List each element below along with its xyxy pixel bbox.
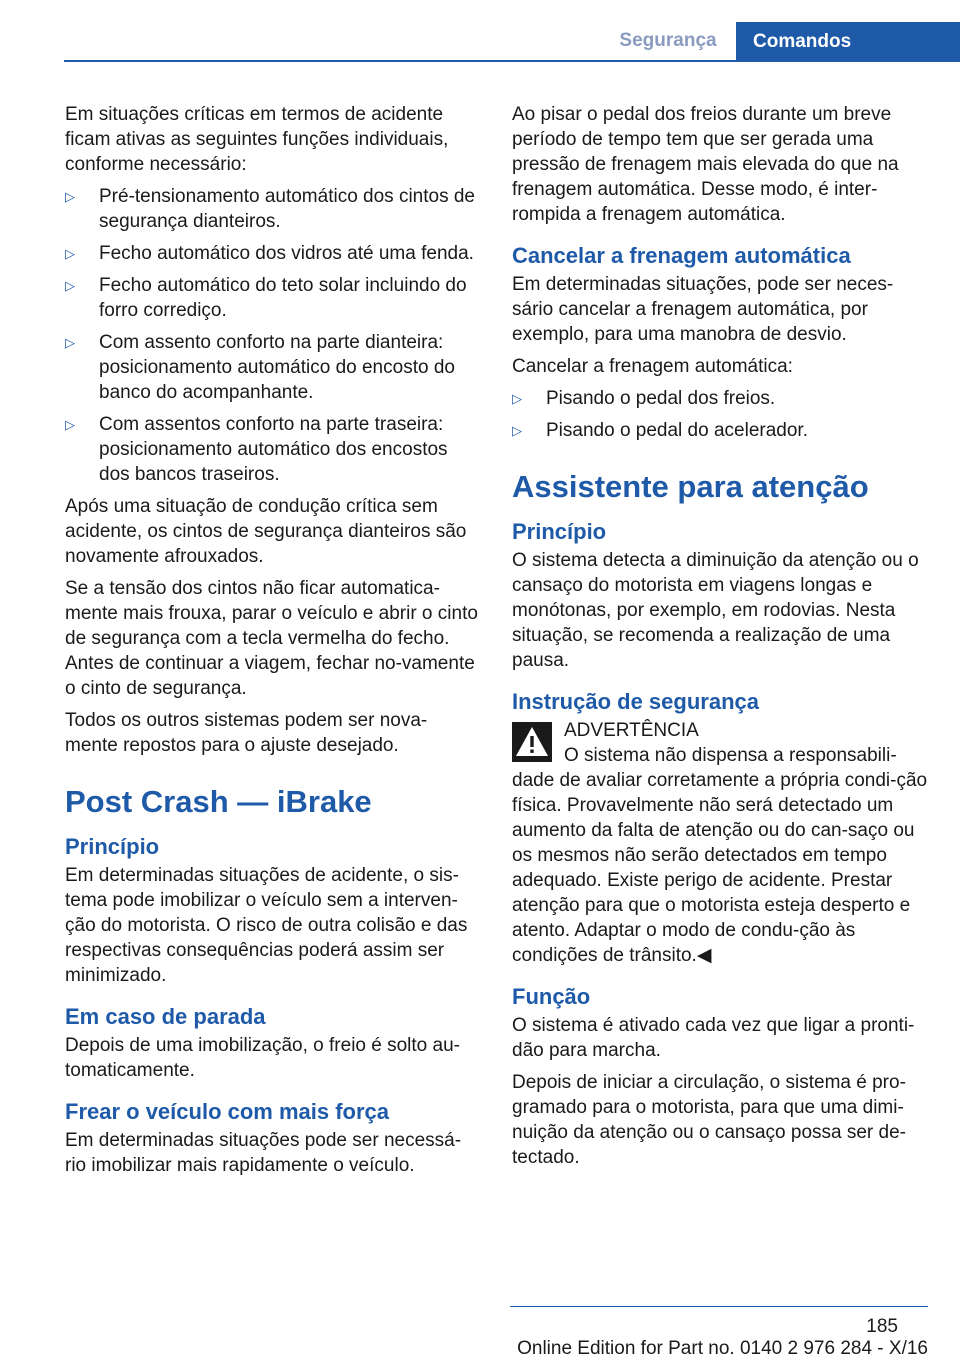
section-tab-comandos xyxy=(736,22,960,62)
list-item: ▷ Fecho automático do teto solar incluindo do forro corrediço. xyxy=(65,275,467,321)
subsection-title: Princípio xyxy=(65,834,160,859)
triangle-right-icon: ▷ xyxy=(512,391,522,406)
list-item: ▷ Fecho automático dos vidros até uma fenda. xyxy=(65,243,474,264)
section-title-post-crash: Post Crash — iBrake xyxy=(65,784,372,819)
right-column xyxy=(512,102,928,1177)
list-item: ▷ Com assento conforto na parte dianteira: posicionamento automático do encosto do banco do acompanhante. xyxy=(65,332,455,403)
paragraph: O sistema detecta a diminuição da atenção ou o cansaço do motorista em viagens longas e monótonas, por exemplo, em rodovias. Nesta situação, se recomenda a realização de uma pausa. xyxy=(512,550,919,671)
paragraph: Cancelar a frenagem automática: xyxy=(512,356,793,377)
paragraph: Se a tensão dos cintos não ficar automatica-mente mais frouxa, parar o veículo e abrir o cinto de segurança com a tecla vermelha do fecho. Antes de continuar a viagem, fechar no-vamente o cinto de segurança. xyxy=(65,578,478,699)
paragraph: Em determinadas situações pode ser necessá-rio imobilizar mais rapidamente o veículo. xyxy=(65,1130,462,1176)
cancel-list xyxy=(512,386,928,443)
paragraph: Depois de uma imobilização, o freio é solto au-tomaticamente. xyxy=(65,1035,460,1081)
paragraph: Em determinadas situações, pode ser neces-sário cancelar a frenagem automática, por exemplo, para uma manobra de desvio. xyxy=(512,274,894,345)
warning-first-line: O sistema não dispensa a responsabili- xyxy=(564,745,897,766)
list-item: ▷ Com assentos conforto na parte traseira: posicionamento automático dos encostos dos bancos traseiros. xyxy=(65,414,448,485)
paragraph: Todos os outros sistemas podem ser nova-mente repostos para o ajuste desejado. xyxy=(65,710,428,756)
list-item: ▷ Pré-tensionamento automático dos cintos de segurança dianteiros. xyxy=(65,186,475,232)
intro-paragraph: Em situações críticas em termos de acidente ficam ativas as seguintes funções individuais, conforme necessário: xyxy=(65,104,449,175)
header-rule xyxy=(64,60,960,62)
triangle-right-icon: ▷ xyxy=(65,417,75,432)
footer-edition-note: Online Edition for Part no. 0140 2 976 284 - X/16 xyxy=(517,1338,928,1359)
left-column xyxy=(65,102,480,1185)
subsection-title: Princípio xyxy=(512,519,607,544)
section-tab-seguranca: Segurança xyxy=(619,30,717,51)
triangle-right-icon: ▷ xyxy=(65,246,75,261)
paragraph: Em determinadas situações de acidente, o sis-tema pode imobilizar o veículo sem a interven-ção do motorista. O risco de outra colisão e das respectivas consequências poderá assim ser minimizado. xyxy=(65,865,468,986)
triangle-right-icon: ▷ xyxy=(512,423,522,438)
triangle-right-icon: ▷ xyxy=(65,278,75,293)
subsection-title: Frear o veículo com mais força xyxy=(65,1099,390,1124)
paragraph: Após uma situação de condução crítica sem acidente, os cintos de segurança dianteiros são novamente afrouxados. xyxy=(65,496,467,567)
warning-title: ADVERTÊNCIA xyxy=(564,720,699,741)
functions-list xyxy=(65,184,480,487)
warning-body: dade de avaliar corretamente a própria condi-ção física. Provavelmente não será detectado um aumento da falta de atenção ou do can-saço ou os mesmos não serão detectados em tempo adequado. Existe perigo de acidente. Prestar atenção para que o motorista esteja desperto e atento. Adaptar o modo de condu-ção às condições de trânsito.◀ xyxy=(512,770,928,966)
triangle-right-icon: ▷ xyxy=(65,335,75,350)
paragraph: O sistema é ativado cada vez que ligar a pronti-dão para marcha. xyxy=(512,1015,915,1061)
footer-rule xyxy=(510,1306,928,1307)
page-header xyxy=(0,0,960,62)
list-item: ▷ Pisando o pedal do acelerador. xyxy=(512,420,808,441)
subsection-title: Instrução de segurança xyxy=(512,689,759,714)
paragraph: Ao pisar o pedal dos freios durante um breve período de tempo tem que ser gerada uma pressão de frenagem mais elevada do que na frenagem automática. Desse modo, é inter-rompida a frenagem automática. xyxy=(512,104,899,225)
section-tab-comandos-label: Comandos xyxy=(753,31,852,52)
page-number: 185 xyxy=(866,1316,898,1337)
warning-triangle-icon xyxy=(512,722,552,762)
list-item: ▷ Pisando o pedal dos freios. xyxy=(512,388,776,409)
subsection-title: Função xyxy=(512,984,591,1009)
section-title-assistente: Assistente para atenção xyxy=(512,469,869,504)
paragraph: Depois de iniciar a circulação, o sistema é pro-gramado para o motorista, para que uma dimi-nuição da atenção ou o cansaço possa ser de-tectado. xyxy=(512,1072,906,1168)
triangle-right-icon: ▷ xyxy=(65,189,75,204)
warning-block xyxy=(512,718,928,768)
subsection-title: Em caso de parada xyxy=(65,1004,266,1029)
subsection-title: Cancelar a frenagem automática xyxy=(512,243,851,268)
